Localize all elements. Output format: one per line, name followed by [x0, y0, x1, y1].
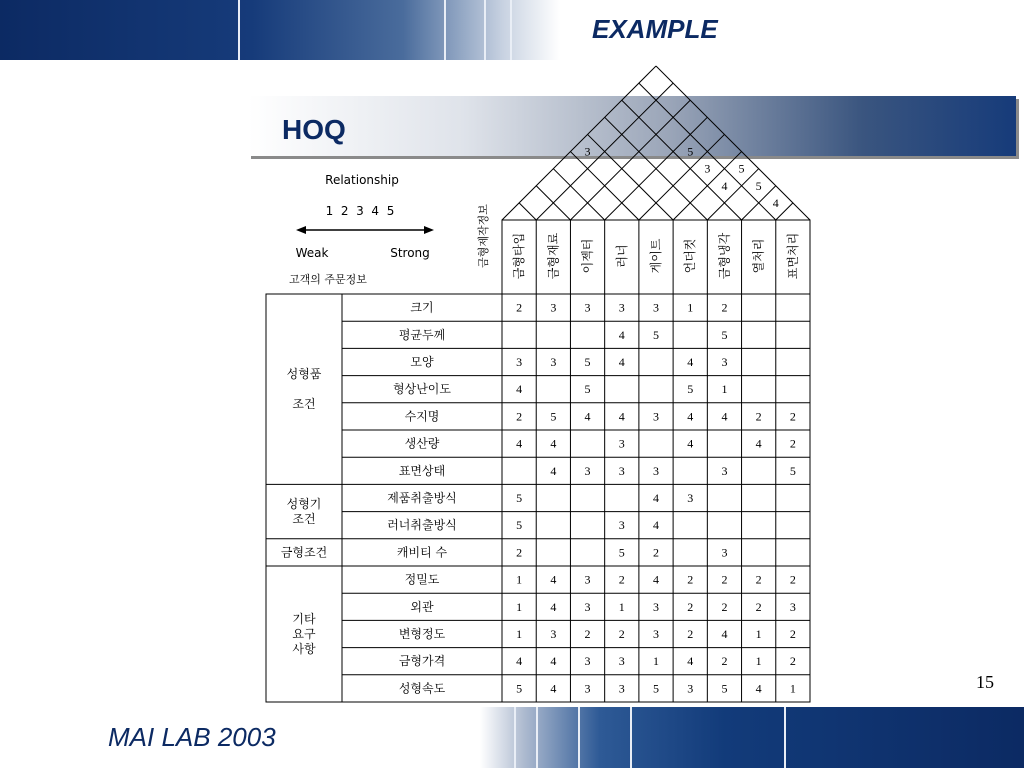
row-label: 표면상태 — [398, 463, 446, 478]
cell-value: 4 — [618, 355, 625, 369]
cell-value: 2 — [721, 654, 728, 669]
page-number: 15 — [976, 672, 994, 692]
cell-value: 4 — [653, 572, 659, 587]
roof-value: 3 — [584, 144, 591, 159]
roof-value: 5 — [687, 144, 694, 159]
cell-value: 3 — [653, 599, 659, 614]
cell-value: 3 — [584, 463, 591, 478]
cell-value: 4 — [516, 436, 523, 451]
cell-value: 2 — [516, 409, 523, 424]
cell-value: 2 — [516, 545, 523, 560]
cell-value: 3 — [687, 491, 694, 505]
cell-value: 1 — [653, 654, 659, 669]
cell-value: 1 — [516, 599, 523, 614]
column-header: 언더컷 — [683, 238, 698, 274]
cell-value: 5 — [516, 681, 523, 696]
cell-value: 2 — [618, 627, 625, 641]
group-label: 성형기 — [286, 497, 322, 512]
column-header: 금형타입 — [512, 232, 527, 280]
roof-line — [588, 134, 674, 220]
cell-value: 3 — [653, 627, 659, 641]
table-frame — [266, 294, 810, 702]
cell-value: 1 — [755, 627, 762, 641]
footer-band — [480, 707, 1024, 768]
roof-value: 4 — [772, 195, 779, 210]
cell-value: 4 — [584, 409, 591, 424]
cell-value: 2 — [789, 409, 796, 424]
column-header: 열처리 — [751, 238, 766, 274]
row-label: 변형정도 — [398, 627, 446, 641]
cell-value: 5 — [721, 681, 728, 696]
cell-value: 4 — [687, 409, 694, 424]
row-label: 금형가격 — [398, 654, 446, 669]
roof-line — [553, 169, 604, 220]
cell-value: 4 — [550, 599, 557, 614]
hoq-roof — [502, 66, 810, 220]
cell-value: 3 — [618, 300, 625, 315]
relationship-matrix — [266, 294, 810, 702]
cell-value: 1 — [516, 627, 523, 641]
group-label: 기타 — [292, 612, 316, 626]
cell-value: 3 — [653, 463, 659, 478]
roof-line — [519, 203, 536, 220]
cell-value: 3 — [618, 654, 625, 669]
cell-value: 2 — [687, 599, 694, 614]
legend-strong: Strong — [390, 246, 430, 260]
column-headers — [502, 220, 810, 294]
roof-value: 4 — [721, 178, 728, 193]
cell-value: 4 — [550, 654, 557, 669]
cell-value: 3 — [721, 355, 728, 369]
cell-value: 2 — [721, 300, 728, 315]
footer-label: MAI LAB 2003 — [108, 722, 276, 752]
group-label: 성형품 — [286, 367, 322, 382]
cell-value: 4 — [653, 518, 659, 533]
cell-value: 2 — [755, 409, 762, 424]
cell-value: 4 — [721, 409, 728, 424]
cell-value: 2 — [755, 572, 762, 587]
cell-value: 3 — [584, 599, 591, 614]
cell-value: 5 — [618, 545, 625, 560]
column-header: 이젝터 — [580, 238, 595, 274]
cell-value: 3 — [618, 463, 625, 478]
row-label: 수지명 — [404, 409, 440, 424]
column-header: 금형냉각 — [717, 232, 732, 280]
cell-value: 3 — [721, 545, 728, 560]
row-label: 성형속도 — [398, 681, 446, 696]
cell-value: 2 — [584, 627, 591, 641]
cell-value: 2 — [687, 627, 694, 641]
cell-value: 3 — [550, 627, 557, 641]
cell-value: 1 — [789, 681, 796, 696]
cell-value: 5 — [653, 327, 659, 342]
arrow-left-icon — [296, 226, 306, 234]
row-label: 평균두께 — [398, 327, 446, 342]
hoq-title: HOQ — [282, 114, 346, 145]
cell-value: 5 — [550, 409, 557, 424]
cell-value: 4 — [618, 327, 625, 342]
cell-value: 3 — [584, 572, 591, 587]
customer-requirements-label: 고객의 주문정보 — [289, 273, 367, 286]
roof-line — [656, 66, 810, 220]
cell-value: 2 — [721, 599, 728, 614]
cell-value: 5 — [789, 463, 796, 478]
cell-value: 1 — [755, 654, 762, 669]
cell-value: 4 — [550, 681, 557, 696]
cell-value: 2 — [516, 300, 523, 315]
cell-value: 4 — [550, 463, 557, 478]
cell-value: 5 — [653, 681, 659, 696]
row-label: 제품취출방식 — [387, 491, 457, 505]
cell-value: 3 — [584, 300, 591, 315]
row-label: 모양 — [410, 355, 434, 369]
cell-value: 4 — [687, 436, 694, 451]
cell-value: 1 — [516, 572, 523, 587]
cell-value: 2 — [618, 572, 625, 587]
cell-value: 3 — [618, 436, 625, 451]
cell-value: 4 — [687, 355, 694, 369]
column-header: 게이트 — [649, 238, 663, 274]
cell-value: 3 — [550, 300, 557, 315]
cell-value: 4 — [516, 382, 523, 397]
legend-scale: 1 2 3 4 5 — [325, 204, 395, 218]
cell-value: 2 — [653, 545, 659, 560]
cell-value: 3 — [618, 518, 625, 533]
cell-value: 1 — [687, 300, 694, 315]
row-label: 캐비티 수 — [396, 545, 448, 560]
cell-value: 3 — [516, 355, 523, 369]
row-label: 생산량 — [404, 436, 440, 451]
relationship-legend — [289, 173, 490, 286]
cell-value: 5 — [584, 355, 591, 369]
column-header: 러너 — [614, 244, 629, 268]
column-header: 표면처리 — [785, 232, 800, 280]
cell-value: 4 — [721, 627, 728, 641]
group-label: 요구 — [292, 627, 316, 641]
roof-line — [502, 66, 656, 220]
cell-value: 2 — [789, 436, 796, 451]
cell-value: 3 — [584, 654, 591, 669]
group-label: 금형조건 — [280, 545, 328, 560]
roof-line — [570, 100, 690, 220]
roof-line — [622, 100, 742, 220]
cell-value: 3 — [653, 409, 659, 424]
row-label: 정밀도 — [404, 572, 440, 587]
cell-value: 2 — [721, 572, 728, 587]
legend-title: Relationship — [325, 173, 399, 187]
legend-weak: Weak — [295, 246, 329, 260]
cell-value: 4 — [755, 681, 762, 696]
technical-info-label: 금형제작정보 — [477, 204, 490, 268]
cell-value: 5 — [687, 382, 694, 397]
column-header: 금형재료 — [546, 232, 561, 280]
roof-line — [707, 169, 758, 220]
cell-value: 4 — [550, 436, 557, 451]
cell-value: 3 — [550, 355, 557, 369]
cell-value: 3 — [789, 599, 796, 614]
cell-value: 3 — [687, 681, 694, 696]
cell-value: 2 — [789, 654, 796, 669]
arrow-right-icon — [424, 226, 434, 234]
roof-value: 3 — [704, 161, 711, 176]
group-label: 조건 — [292, 397, 316, 412]
cell-value: 4 — [618, 409, 625, 424]
cell-value: 4 — [653, 491, 659, 505]
roof-value: 5 — [755, 178, 762, 193]
cell-value: 2 — [755, 599, 762, 614]
cell-value: 1 — [618, 599, 625, 614]
cell-value: 3 — [653, 300, 659, 315]
cell-value: 4 — [550, 572, 557, 587]
row-label: 크기 — [410, 300, 434, 315]
cell-value: 4 — [687, 654, 694, 669]
group-label: 사항 — [292, 642, 316, 656]
roof-line — [639, 134, 728, 220]
slide-heading: EXAMPLE — [592, 14, 718, 44]
cell-value: 2 — [789, 627, 796, 641]
cell-value: 5 — [516, 518, 523, 533]
cell-value: 4 — [516, 654, 523, 669]
cell-value: 5 — [516, 491, 523, 505]
cell-value: 5 — [584, 382, 591, 397]
cell-value: 4 — [755, 436, 762, 451]
cell-value: 2 — [687, 572, 694, 587]
row-label: 외관 — [410, 599, 434, 614]
cell-value: 2 — [789, 572, 796, 587]
roof-value: 5 — [738, 161, 745, 176]
group-label: 조건 — [292, 512, 316, 527]
cell-value: 3 — [721, 463, 728, 478]
row-label: 러너취출방식 — [387, 518, 457, 533]
row-label: 형상난이도 — [393, 382, 451, 397]
cell-value: 3 — [618, 681, 625, 696]
cell-value: 5 — [721, 327, 728, 342]
cell-value: 1 — [721, 382, 728, 397]
cell-value: 3 — [584, 681, 591, 696]
